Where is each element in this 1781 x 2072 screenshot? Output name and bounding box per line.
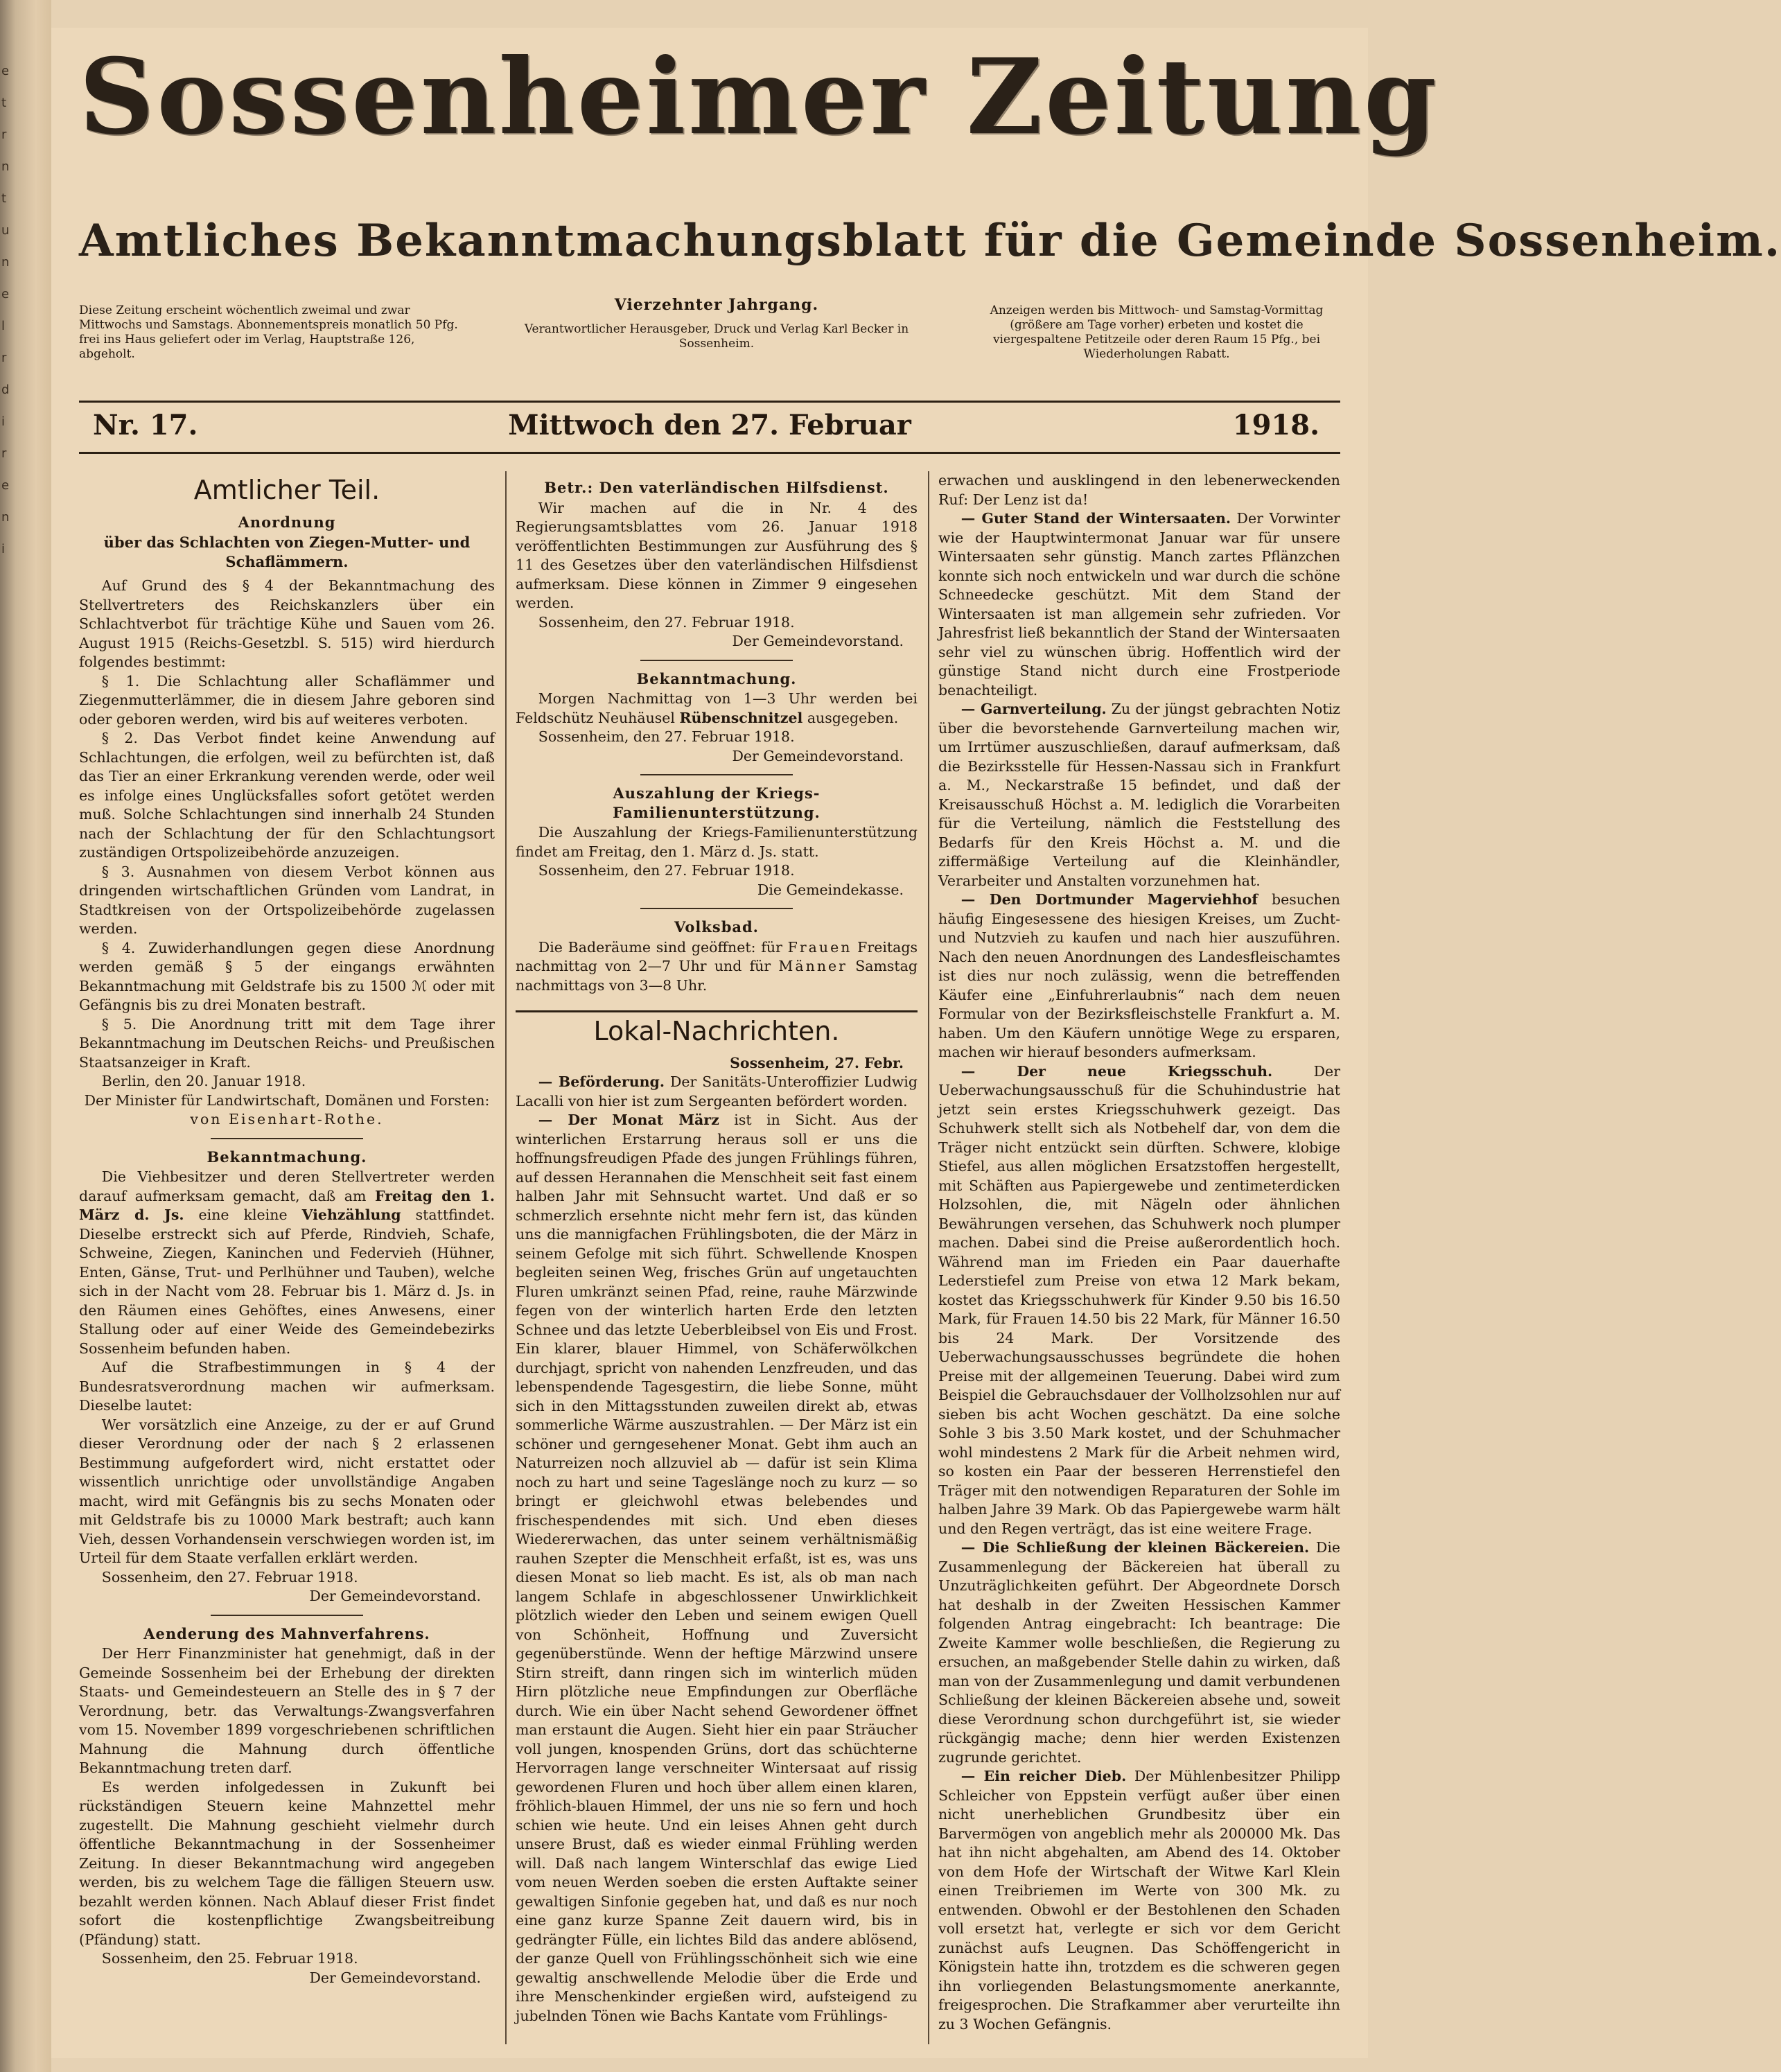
article-paragraph: § 2. Das Verbot findet keine Anwendung auf Schlachtungen, die erfolgen, weil zu befürchten ist, daß das Tier an einer Erkrankung verenden werde, oder weil es infolge eines Unglücksfalles sofort getötet werden muß. Solche Schlachtungen sind innerhalb 24 Stunden nach der Schlachtung der für den Schlachtungsort zuständigen Ortspolizeibehörde anzuzeigen. (79, 730, 495, 861)
place-date: Sossenheim, den 27. Februar 1918. (101, 1568, 358, 1586)
signature: Der Minister für Landwirtschaft, Domänen und Forsten: (84, 1091, 490, 1109)
news-item-head: — Der Monat März (538, 1112, 719, 1128)
article-paragraph (516, 690, 918, 728)
book-binding-edge (0, 0, 51, 2072)
signature: von Eisenhart-Rothe. (190, 1111, 384, 1127)
text-run: eine kleine (184, 1206, 302, 1223)
text-run: ausgegeben. (802, 709, 899, 726)
news-item-text: Der Ueberwachungsausschuß für die Schuhindustrie hat jetzt sein erstes Kriegsschuhwerk gezeigt. Das Schuhwerk stellt sich als Notbehelf dar, von dem die Träger nicht entzückt sein dürften. Schwere, klobige Stiefel, aus allen möglichen Ersatzstoffen hergestellt, mit Schäften aus Papiergewebe und zentimeterdicken Holzsohlen, die, mit Nägeln oder ähnlichen Bewährungen versehen, das Schuhwerk noch plumper machen. Dabei sind die Preise außerordentlich hoch. Während man im Frieden ein Paar dauerhafte Lederstiefel zum Preise von etwa 12 Mark bekam, kostet das Kriegsschuhwerk für Kinder 9.50 bis 16.50 Mark, für Frauen 14.50 bis 22 Mark, für Männer 16.50 bis 24 Mark. Der Vorsitzende des Ueberwachungsausschusses begründete die hohen Preise mit der allgemeinen Teuerung. Dabei wird zum Beispiel die Gebrauchsdauer der Vollholzsohlen nur auf sieben bis acht Wochen geschätzt. Da eine solche Sohle 3 bis 3.50 Mark kostet, und der Schuhmacher wohl mindestens 2 Mark für die Arbeit nehmen wird, so kosten ein Paar der besseren Herrenstiefel den Träger mit den notwendigen Reparaturen der Sohle im halben Jahre 39 Mark. Ob das Papiergewebe warm hält und den Regen verträgt, das ist eine weitere Frage. (938, 1062, 1340, 1537)
dateline (79, 409, 1340, 450)
article-paragraph: Es werden infolgedessen in Zukunft bei rückständigen Steuern keine Mahnzettel mehr zugestellt. Die Mahnung geschieht vielmehr durch öffentliche Bekanntmachung in der Sossenheimer Zeitung. In dieser Bekanntmachung wird angegeben werden, bis zu welchem Tage die fälligen Steuern usw. bezahlt werden können. Nach Ablauf dieser Frist findet sofort die kostenpflichtige Zwangsbeitreibung (Pfändung) statt. (79, 1778, 495, 1948)
binding-fragment: t (1, 96, 7, 110)
article-paragraph: § 5. Die Anordnung tritt mit dem Tage ihrer Bekanntmachung im Deutschen Reichs- und Preußischen Staatsanzeiger in Kraft. (79, 1015, 495, 1071)
text-run: Die Baderäume sind geöffnet: für (538, 938, 788, 956)
column-3 (938, 471, 1340, 2051)
news-item (516, 1111, 918, 2026)
news-item-head: — Ein reicher Dieb. (960, 1768, 1127, 1784)
article-divider (640, 774, 793, 775)
signature: Der Gemeindevorstand. (732, 747, 904, 764)
publisher-line: Verantwortlicher Herausgeber, Druck und Verlag Karl Becker in Sossenheim. (524, 322, 909, 351)
newspaper-page (51, 28, 1781, 2058)
news-item (938, 1062, 1340, 1539)
local-dateline: Sossenheim, 27. Febr. (730, 1054, 904, 1071)
text-run: Die Viehbesitzer und deren Stellvertreter werden darauf aufmerksam gemacht, daß am (79, 1168, 495, 1204)
newspaper-title: Sossenheimer Zeitung (79, 36, 1439, 158)
binding-fragment: e (1, 287, 10, 301)
news-item-text: Der Mühlenbesitzer Philipp Schleicher von Eppstein verfügt außer über einen nicht unerheblichen Grundbesitz über ein Barvermögen von angeblich mehr als 200000 Mk. Das hat ihn nicht abgehalten, am Abend des 14. Oktober von dem Hofe der Wirtschaft der Witwe Karl Klein einen Treibriemen im Werte von 300 Mk. zu entwenden. Obwohl er der Bestohlenen den Schaden voll ersetzt hat, verlegte er sich vor dem Gericht zunächst aufs Leugnen. Das Schöffengericht in Königstein hatte ihn, trotzdem es die schweren gegen ihn vorliegenden Belastungsmomente anerkannte, freigesprochen. Die Strafkammer aber verurteilte ihn zu 3 Wochen Gefängnis. (938, 1768, 1341, 2033)
article-divider (211, 1138, 363, 1139)
article-paragraph: Auf Grund des § 4 der Bekanntmachung des Stellvertreters des Reichskanzlers über ein Schlachtverbot für trächtige Kühe und Sauen vom 26. August 1915 (Reichs-Gesetzbl. S. 515) wird hierdurch folgendes bestimmt: (79, 577, 495, 670)
text-run: Freitags nachmittag von 2—7 Uhr und für (516, 938, 918, 974)
issue-number: Nr. 17. (93, 409, 198, 441)
issue-year: 1918. (1232, 409, 1319, 441)
subscription-info: Diese Zeitung erscheint wöchentlich zweimal und zwar Mittwochs und Samstags. Abonnementspreis monatlich 50 Pfg. frei ins Haus geliefert oder im Verlag, Hauptstraße 126, abgeholt. (79, 304, 458, 361)
news-item (938, 509, 1340, 700)
news-item-head: — Der neue Kriegsschuh. (960, 1062, 1273, 1080)
text-run-bold: Freitag den 1. März d. Js. (79, 1187, 495, 1223)
section-title-amtlich: Amtlicher Teil. (193, 475, 380, 505)
binding-fragment: t (1, 191, 7, 206)
article-divider (640, 908, 793, 909)
article-paragraph: Wer vorsätzlich eine Anzeige, zu der er auf Grund dieser Verordnung oder der nach § 2 erlassenen Bestimmung aufgefordert wird, nicht erstattet oder wissentlich unrichtige oder unvollständige Angaben macht, wird mit Gefängnis bis zu sechs Monaten oder mit Geldstrafe bis zu 10000 Mark bestraft; auch kann Vieh, dessen Vorhandensein verschwiegen worden ist, im Urteil für dem Staate verfallen erklärt werden. (79, 1416, 495, 1566)
binding-fragment: r (1, 128, 7, 142)
news-item-continuation: erwachen und ausklingend in den lebenerweckenden Ruf: Der Lenz ist da! (938, 472, 1340, 508)
text-run-bold: Viehzählung (301, 1206, 401, 1223)
text-run: Samstag nachmittags von 3—8 Uhr. (516, 958, 918, 994)
article-paragraph: § 1. Die Schlachtung aller Schaflämmer und Ziegenmutterlämmer, die in diesem Jahre geboren sind oder geboren werden, wird bis auf weiteres verboten. (79, 672, 495, 728)
text-run: stattfindet. Dieselbe erstreckt sich auf Pferde, Rindvieh, Schafe, Schweine, Ziegen, Kaninchen und Federvieh (Hühner, Enten, Gänse, Trut- und Perlhühner und Tauben), welche sich in der Nacht vom 28. Februar bis 1. März d. Js. in den Räumen eines Gehöftes, eines Anwesens, einer Stallung oder auf einer Weide des Gemeindebezirks Sossenheim befunden haben. (79, 1206, 495, 1357)
news-item-head: — Guter Stand der Wintersaaten. (960, 510, 1231, 527)
news-item-head: — Beförderung. (538, 1073, 665, 1090)
header-rule-bottom (79, 452, 1340, 454)
binding-fragment: n (1, 159, 10, 174)
column-2 (516, 471, 918, 2051)
news-item (516, 1073, 918, 1111)
info-bar (79, 298, 1340, 388)
binding-fragment: i (1, 414, 6, 429)
binding-fragment: n (1, 255, 10, 270)
signature: Die Gemeindekasse. (757, 881, 904, 898)
article-paragraph: Wir machen auf die in Nr. 4 des Regierungsamtsblattes vom 26. Januar 1918 veröffentlichten Bestimmungen zur Ausführung des § 11 des Gesetzes über den vaterländischen Hilfsdienst aufmerksam. Diese können in Zimmer 9 eingesehen werden. (516, 499, 918, 611)
binding-fragment: e (1, 478, 10, 493)
news-item (938, 890, 1340, 1062)
news-item (938, 1767, 1340, 2034)
news-item-head: — Garnverteilung. (960, 701, 1107, 717)
article-paragraph (516, 938, 918, 996)
binding-fragment: r (1, 446, 7, 461)
issue-date: Mittwoch den 27. Februar (508, 409, 911, 441)
place-date: Sossenheim, den 27. Februar 1918. (538, 728, 795, 745)
section-title-lokal: Lokal-Nachrichten. (593, 1016, 840, 1046)
news-item-head: — Den Dortmunder Magerviehhof (960, 891, 1258, 908)
article-headline: Betr.: Den vaterländischen Hilfsdienst. (544, 479, 889, 496)
news-item (938, 700, 1340, 890)
binding-fragment: d (1, 383, 10, 397)
binding-fragment: u (1, 223, 10, 238)
place-date: Sossenheim, den 27. Februar 1918. (538, 862, 795, 879)
news-item-head: — Die Schließung der kleinen Bäckereien. (960, 1539, 1310, 1556)
article-headline: über das Schlachten von Ziegen-Mutter- und Schaflämmern. (103, 534, 471, 570)
binding-fragment: l (1, 319, 6, 333)
news-item-text: Der Vorwinter wie der Hauptwintermonat Januar war für unsere Wintersaaten sehr günstig. Manch zartes Pflänzchen konnte sich noch entwickeln und war durch die schöne Schneedecke geschützt. Mit dem Stand der Wintersaaten ist man allgemein sehr zufrieden. Vor Jahresfrist ließ bekanntlich der Stand der Wintersaaten sehr viel zu wünschen übrig. Hoffentlich wird der günstige Stand nicht durch eine Frostperiode benachteiligt. (938, 510, 1340, 699)
advertising-info: Anzeigen werden bis Mittwoch- und Samstag-Vormittag (größere am Tage vorher) erbeten und kostet die viergespaltene Petitzeile oder deren Raum 15 Pfg., bei Wiederholungen Rabatt. (990, 304, 1324, 361)
signature: Der Gemeindevorstand. (732, 633, 904, 649)
news-item-text: ist in Sicht. Aus der winterlichen Erstarrung heraus soll er uns die hoffnungsfreudigen Pfade des jungen Frühlings führen, auf dessen Herannahen die Menschheit seit fast einem halben Jahr mit Sehnsucht wartet. Und daß er so schmerzlich ersehnte nicht mehr fern ist, das künden uns die mannigfachen Frühlingsboten, die der März in seinem Gefolge mit sich führt. Schwellende Knospen begleiten seinen Weg, frisches Grün auf ungetauchten Fluren umkränzt seinen Pfad, reine, rauhe Märzwinde fegen von der winterlich harten Erde den letzten Schnee und das letzte Ueberbleibsel von Eis und Frost. Ein klarer, blauer Himmel, von Schäferwölkchen durchjagt, spricht von nahenden Lenzfreuden, und das lebenspendende Tagesgestirn, die liebe Sonne, müht sich in den Mittagsstunden zuweilen direkt ab, etwas sommerliche Wärme auszustrahlen. — Der März ist ein schöner und gerngesehener Monat. Gebt ihm auch an Naturreizen noch allzuviel ab — dafür ist sein Klima noch zu hart und seine Tageslänge noch zu kurz — so bringt er gleichwohl etwas belebendes und frischespendendes mit sich. Und eben dieses Wiedererwachen, das unter seinem verhältnismäßig rauhen Szepter die Menschheit erfaßt, ist es, was uns diesen Monat so lieb macht. Es ist, als ob man nach langem Schlafe in abgeschlossener Unwirklichkeit plötzlich wieder den Leben und seinem ewigen Quell von Schönheit, Hoffnung und Zuversicht gegenüberstünde. Wenn der heftige Märzwind unsere Stirn streift, dann ringen sich im winterlich müden Hirn plötzliche neue Empfindungen zur Oberfläche durch. Wie ein über Nacht sehend Gewordener öffnet man erstaunt die Augen. Sieht hier ein paar Sträucher voll jungen, knospenden Grüns, dort das schüchterne Hervorragen lange verschneiter Wintersaat auf rissig gewordenen Fluren und hoch über allem einen klaren, fröhlich-blauen Himmel, der uns nie so fern und hoch schien wie heute. Und ein leises Ahnen geht durch unsere Brust, daß es wieder einmal Frühling werden will. Daß nach langem Winterschlaf das ewige Lied vom neuen Werden soeben die ersten Auftakte seiner gewaltigen Sinfonie gegeben hat, und daß es nur noch eine ganz kurze Spanne Zeit dauern wird, bis in gedrängter Fülle, ein lichtes Bild das andere ablösend, der ganze Quell von Frühlingsschönheit sich wie eine gewaltig anschwellende Melodie über die Erde und ihre Menschenkinder ergießen wird, aufsteigend zu jubelnden Tönen wie Bachs Kantate vom Frühlings- (516, 1112, 918, 2024)
article-headline: Volksbad. (674, 918, 759, 936)
column-divider-1 (505, 471, 507, 2044)
binding-fragment: r (1, 351, 7, 365)
signature: Der Gemeindevorstand. (309, 1588, 481, 1604)
article-headline: Bekanntmachung. (207, 1148, 367, 1166)
binding-fragments (1, 55, 29, 565)
article-headline: Bekanntmachung. (636, 669, 797, 687)
article-headline: Aenderung des Mahnverfahrens. (143, 1624, 430, 1642)
text-run-spaced: Männer (778, 958, 848, 974)
masthead (79, 28, 1439, 180)
article-paragraph: § 4. Zuwiderhandlungen gegen diese Anordnung werden gemäß § 5 der eingangs erwähnten Bekanntmachung mit Geldstrafe bis zu 1500 ℳ oder mit Gefängnis bis zu drei Monaten bestraft. (79, 939, 495, 1013)
header-rule-top (79, 401, 1340, 403)
place-date: Sossenheim, den 27. Februar 1918. (538, 613, 795, 631)
article-divider (211, 1615, 363, 1616)
column-divider-2 (928, 471, 929, 2044)
article-paragraph: Die Auszahlung der Kriegs-Familienunterstützung findet am Freitag, den 1. März d. Js. statt. (516, 824, 918, 860)
news-item-text: Der Sanitäts-Unteroffizier Ludwig Lacalli von hier ist zum Sergeanten befördert worden. (516, 1073, 918, 1109)
place-date: Sossenheim, den 25. Februar 1918. (101, 1950, 358, 1967)
news-item-text: Die Zusammenlegung der Bäckereien hat überall zu Unzuträglichkeiten geführt. Der Abgeordnete Dorsch hat deshalb in der Zweiten Hessischen Kammer folgenden Antrag eingebracht: Ich beantrage: Die Zweite Kammer wolle beschließen, die Regierung zu ersuchen, an maßgebender Stelle dahin zu wirken, daß man von der Zusammenlegung und damit verbundenen Schließung der kleinen Bäckereien absehe und, soweit diese Verordnung schon durchgeführt ist, sie wieder rückgängig mache; denn hier werden Existenzen zugrunde gerichtet. (938, 1539, 1341, 1766)
newspaper-subtitle: Amtliches Bekanntmachungsblatt für die Gemeinde Sossenheim. (79, 215, 1781, 267)
text-run-bold: Rübenschnitzel (679, 709, 803, 726)
column-1 (79, 471, 495, 2051)
article-paragraph: § 3. Ausnahmen von diesem Verbot können aus dringenden wirtschaftlichen Gründen vom Landrat, in Stadtkreisen von der Ortspolizeibehörde zugelassen werden. (79, 863, 495, 937)
volume-year: Vierzehnter Jahrgang. (614, 296, 819, 314)
signature: Der Gemeindevorstand. (309, 1969, 481, 1986)
binding-fragment: e (1, 64, 10, 78)
publisher-info (523, 298, 911, 351)
binding-fragment: n (1, 510, 10, 525)
article-headline: Auszahlung der Kriegs-Familienunterstützung. (613, 784, 821, 821)
news-item-text: besuchen häufig Eingesessene des hiesigen Kreises, um Zucht- und Nutzvieh zu kaufen und nach hier auszuführen. Nach den neuen Anordnungen des Landesfleischamtes ist dies nur noch zulässig, wenn die betreffenden Käufer eine „Einfuhrerlaubnis“ nach dem neuen Formular von der Bezirksfleischstelle Frankfurt a. M. haben. Um den Käufern unnötige Wege zu ersparen, machen wir hierauf besonders aufmerksam. (938, 891, 1341, 1060)
place-date: Berlin, den 20. Januar 1918. (101, 1073, 306, 1089)
text-run: Morgen Nachmittag von 1—3 Uhr werden bei Feldschütz Neuhäusel (516, 690, 918, 726)
article-divider (640, 660, 793, 661)
article-kicker: Anordnung (238, 513, 336, 531)
news-item-text: Zu der jüngst gebrachten Notiz über die bevorstehende Garnverteilung machen wir, um Irrtümer auszuschließen, darauf aufmerksam, daß die Bezirksstelle für Hessen-Nassau sich in Frankfurt a. M., Neckarstraße 15 befindet, und daß der Kreisausschuß Höchst a. M. lediglich die Vorarbeiten für die Verteilung, nämlich die Feststellung des Bedarfs für den Kreis Höchst a. M. und die ziffermäßige Verteilung auf die Kleinhändler, Verarbeiter und Anstalten vorzunehmen hat. (938, 701, 1340, 889)
article-paragraph: Der Herr Finanzminister hat genehmigt, daß in der Gemeinde Sossenheim bei der Erhebung der direkten Staats- und Gemeindesteuern an Stelle des in § 7 der Verordnung, betr. das Verwaltungs-Zwangsverfahren vom 15. November 1899 vorgeschriebenen schriftlichen Mahnung die Mahnung durch öffentliche Bekanntmachung treten darf. (79, 1645, 495, 1776)
binding-fragment: i (1, 542, 6, 556)
article-paragraph (79, 1168, 495, 1358)
section-rule (516, 1010, 918, 1012)
article-paragraph: Auf die Strafbestimmungen in § 4 der Bundesratsverordnung machen wir aufmerksam. Dieselbe lautet: (79, 1359, 495, 1414)
text-run-spaced: Frauen (787, 938, 852, 956)
news-item (938, 1538, 1340, 1767)
